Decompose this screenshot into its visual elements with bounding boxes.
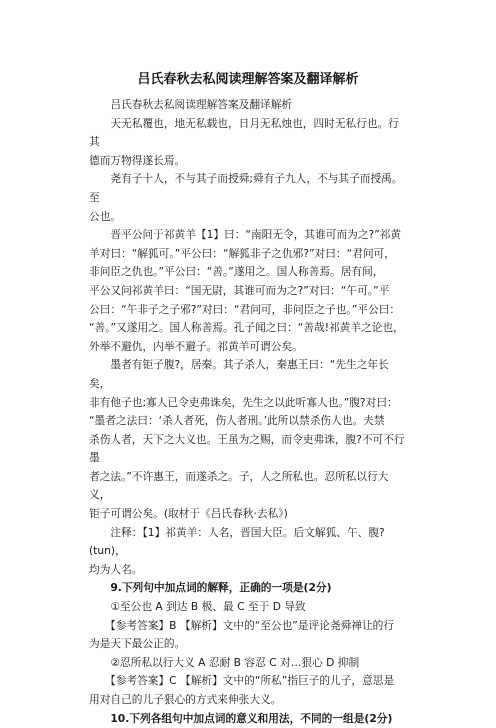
text-line: “善。”又遂用之。国人称善焉。孔子闻之曰：“善哉!祁黄羊之论也， [89, 321, 404, 335]
text-line: 【参考答案】B 【解析】文中的“至公也”是评论尧舜禅让的行 [89, 618, 395, 632]
text-line: 晋平公问于祁黄羊【1】曰：“南阳无令，其谁可而为之?”祁黄 [89, 228, 402, 242]
text-line: 外举不避仇，内举不避子。祁黄羊可谓公矣。 [89, 339, 303, 353]
document-title: 吕氏春秋去私阅读理解答案及翻译解析 [137, 72, 359, 87]
text-line: 【参考答案】C 【解析】文中的“所私”指巨子的儿子，意思是 [89, 674, 395, 688]
text-line: 吕氏春秋去私阅读理解答案及翻译解析 [89, 98, 293, 111]
text-line: ①至公也 A 到达 B 极、最 C 至于 D 导致 [89, 600, 306, 614]
text-line: 非有他子也;寡人已令吏弗诛矣，先生之以此听寡人也。”腹?对曰： [89, 395, 398, 409]
text-line: “墨者之法曰：‘杀人者死，伤人者刑。’此所以禁杀伤人也。夫禁 [89, 414, 385, 428]
document-body [89, 96, 407, 728]
text-line: 用对自己的儿子狠心的方式来伸张大义。 [89, 693, 282, 706]
text-line: ②忍所私以行大义 A 忍耐 B 容忍 C 对…狠心 D 抑制 [89, 655, 360, 669]
text-line: 天无私覆也，地无私载也，日月无私烛也，四时无私行也。行其 [89, 116, 399, 149]
text-line: 非问臣之仇也。”平公曰：“善。”遂用之。国人称善焉。居有间， [89, 265, 384, 279]
question-line: 10.下列各组句中加点词的意义和用法，不同的一组是(2分) [89, 711, 393, 725]
text-line: 平公又问祁黄羊曰：“国无尉，其谁可而为之?”对曰：“午可。”平 [89, 283, 390, 297]
text-line: 公曰：“午非子之子邪?”对曰：“君问可，非问臣之子也。”平公曰： [89, 302, 401, 316]
question-line: 9.下列句中加点词的解释，正确的一项是(2分) [89, 581, 332, 595]
text-line: 钜子可谓公矣。(取材于《吕氏春秋·去私》) [89, 507, 288, 521]
text-line: 尧有子十人，不与其子而授舜;舜有子九人，不与其子而授禹。至 [89, 172, 403, 204]
text-line: 注释：【1】祁黄羊：人名，晋国大臣。后文解狐、午、腹?(tun)， [89, 525, 385, 558]
text-line: 均为人名。 [89, 562, 143, 576]
text-line: 公也。 [89, 209, 122, 223]
text-line: 墨者有钜子腹?，居秦。其子杀人，秦惠王曰：“先生之年长矣， [89, 358, 389, 390]
text-line: 为是天下最公正的。 [89, 637, 186, 651]
text-line: 者之法。”不许惠王，而遂杀之。子，人之所私也。忍所私以行大义， [89, 469, 389, 502]
text-line: 羊对曰：“解狐可。”平公曰：“解狐非子之仇邪?”对曰：“君问可， [89, 246, 395, 260]
text-line: 德而万物得遂长焉。 [89, 153, 186, 167]
text-line: 杀伤人者，天下之大义也。王虽为之赐，而令吏弗诛，腹?不可不行墨 [89, 432, 405, 465]
